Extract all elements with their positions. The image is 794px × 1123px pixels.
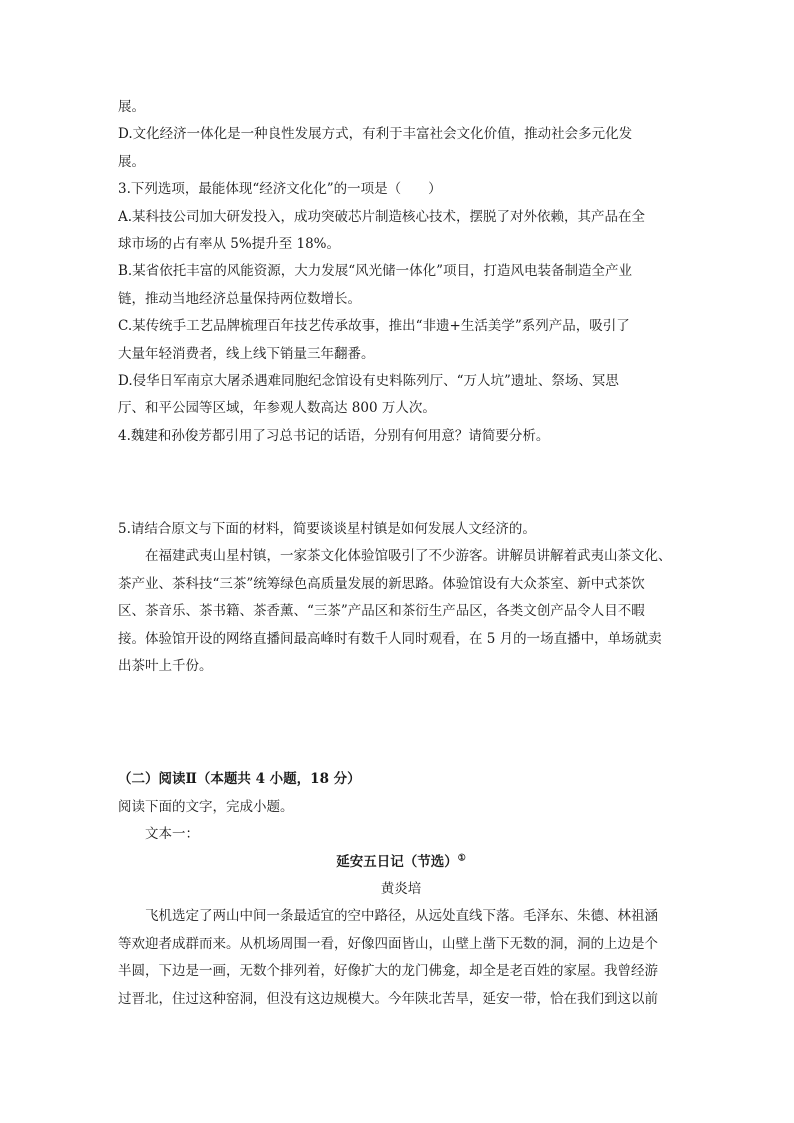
q3-option-c-line1: C.某传统手工艺品牌梳理百年技艺传承故事，推出“非遗+生活美学”系列产品，吸引了 — [118, 318, 630, 335]
text1-label: 文本一： — [145, 826, 199, 843]
q3-option-a-line1: A.某科技公司加大研发投入，成功突破芯片制造核心技术，摆脱了对外依赖，其产品在全 — [118, 208, 646, 225]
article-title: 延安五日记（节选） — [336, 853, 458, 870]
q3-option-c-line2: 大量年轻消费者，线上线下销量三年翻番。 — [118, 345, 375, 362]
q5-material-line: 茶产业、茶科技“三茶”统筹绿色高质量发展的新思路。体验馆设有大众茶室、新中式茶饮 — [118, 575, 645, 592]
document-page — [118, 94, 684, 1013]
article-body-line: 半圆，下边是一画，无数个排列着，好像扩大的龙门佛龛，却全是老百姓的家屋。我曾经游 — [118, 963, 658, 980]
article-body-line: 过晋北，住过这种窑洞，但没有这边规模大。今年陕北苦旱，延安一带，恰在我们到这以前 — [118, 990, 658, 1007]
q3-stem: 3.下列选项，最能体现“经济文化化”的一项是（ ） — [118, 181, 442, 198]
q5-material-line: 接。体验馆开设的网络直播间最高峰时有数千人同时观看，在 5 月的一场直播中，单场就卖 — [118, 630, 662, 647]
article-body-line: 等欢迎者成群而来。从机场周围一看，好像四面皆山，山壁上凿下无数的洞，洞的上边是个 — [118, 935, 658, 952]
q5-answer-space — [118, 680, 684, 766]
section2-title: （二）阅读Ⅱ（本题共 4 小题，18 分） — [118, 771, 361, 788]
q5-material-line: 区、茶音乐、茶书籍、茶香薰、“三茶”产品区和茶衍生产品区，各类文创产品令人目不暇 — [118, 603, 645, 620]
q3-option-a-line2: 球市场的占有率从 5%提升至 18%。 — [118, 235, 341, 252]
article-body-line: 飞机选定了两山中间一条最适宜的空中路径，从远处直线下落。毛泽东、朱德、林祖涵 — [145, 908, 658, 925]
footnote-mark: ① — [457, 853, 466, 864]
q5-material-line: 出茶叶上千份。 — [118, 658, 213, 675]
q2-option-d-line2: 展。 — [118, 153, 145, 170]
q4-answer-space — [118, 450, 684, 516]
q2-tail: 展。 — [118, 99, 145, 115]
q3-option-b-line1: B.某省依托丰富的风能资源，大力发展“风光储一体化”项目，打造风电装备制造全产业 — [118, 263, 633, 280]
q3-option-d-line1: D.侵华日军南京大屠杀遇难同胞纪念馆设有史料陈列厅、“万人坑”遗址、祭场、冥思 — [118, 372, 619, 389]
article-title-row — [118, 849, 684, 876]
q5-material-line: 在福建武夷山星村镇，一家茶文化体验馆吸引了不少游客。讲解员讲解着武夷山茶文化、 — [145, 548, 672, 565]
article-author: 黄炎培 — [380, 880, 422, 897]
q5-stem: 5.请结合原文与下面的材料，简要谈谈星村镇是如何发展人文经济的。 — [118, 521, 536, 538]
q2-option-d-line1: D.文化经济一体化是一种良性发展方式，有利于丰富社会文化价值，推动社会多元化发 — [118, 126, 633, 143]
q3-option-b-line2: 链，推动当地经济总量保持两位数增长。 — [118, 290, 361, 307]
q4-stem: 4.魏建和孙俊芳都引用了习总书记的话语，分别有何用意？请简要分析。 — [118, 427, 550, 444]
q3-option-d-line2: 厅、和平公园等区域，年参观人数高达 800 万人次。 — [118, 400, 436, 417]
section2-instruction: 阅读下面的文字，完成小题。 — [118, 798, 294, 815]
